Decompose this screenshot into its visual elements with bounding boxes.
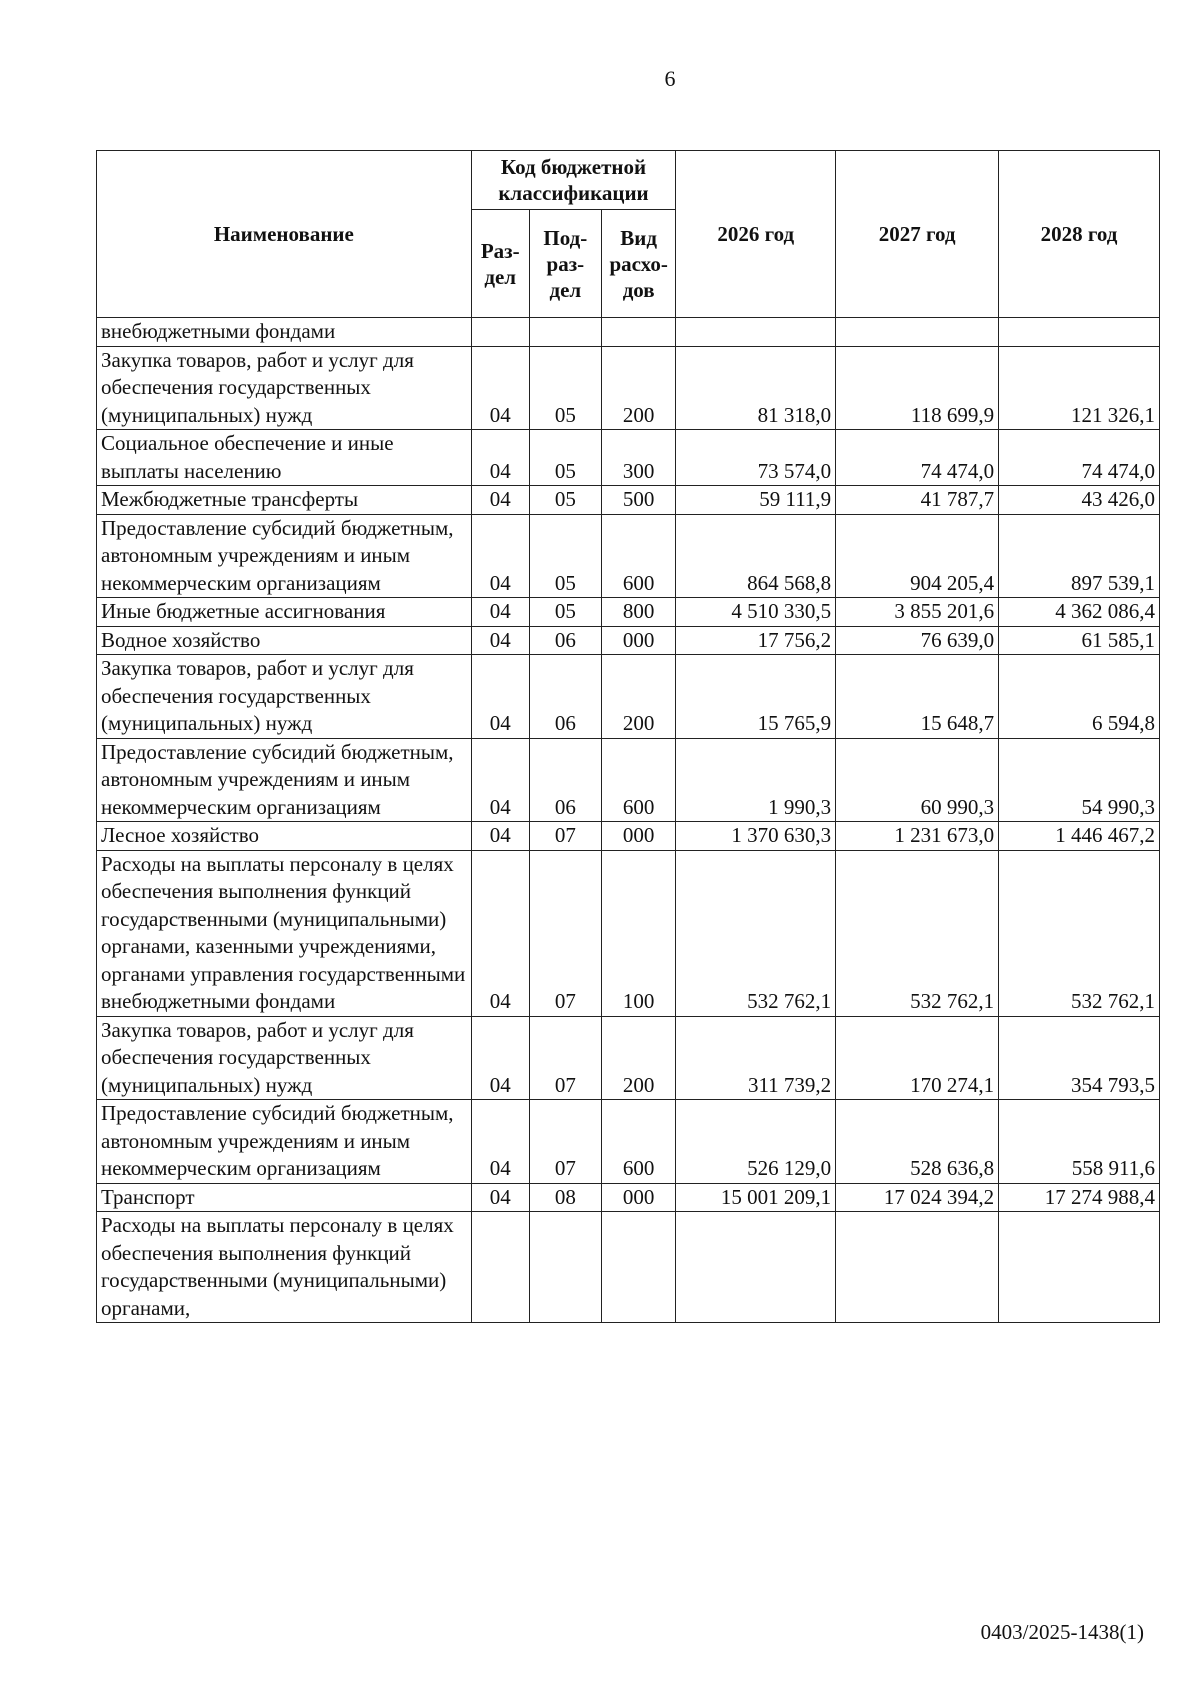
- row-value-2026: 864 568,8: [676, 514, 836, 598]
- row-podrazdel: [529, 318, 601, 347]
- row-razdel: 04: [471, 1183, 529, 1212]
- table-row: [97, 598, 1160, 627]
- row-podrazdel: 07: [529, 822, 601, 851]
- row-razdel: 04: [471, 1100, 529, 1184]
- row-value-2026: [676, 318, 836, 347]
- row-podrazdel: 05: [529, 430, 601, 486]
- row-value-2026: 15 001 209,1: [676, 1183, 836, 1212]
- row-value-2028: [999, 1212, 1160, 1323]
- row-value-2028: 558 911,6: [999, 1100, 1160, 1184]
- table-row: [97, 430, 1160, 486]
- row-value-2028: 897 539,1: [999, 514, 1160, 598]
- row-value-2027: [836, 1212, 999, 1323]
- row-value-2026: 73 574,0: [676, 430, 836, 486]
- row-value-2028: 17 274 988,4: [999, 1183, 1160, 1212]
- row-vid: 800: [602, 598, 676, 627]
- row-value-2026: 4 510 330,5: [676, 598, 836, 627]
- row-value-2027: 904 205,4: [836, 514, 999, 598]
- row-podrazdel: 07: [529, 1016, 601, 1100]
- table-row: [97, 1212, 1160, 1323]
- row-value-2027: 170 274,1: [836, 1016, 999, 1100]
- row-vid: 200: [602, 655, 676, 739]
- row-razdel: [471, 1212, 529, 1323]
- table-row: [97, 626, 1160, 655]
- row-name: Закупка товаров, работ и услуг для обеспечения государственных (муниципальных) нужд: [97, 655, 472, 739]
- row-value-2026: 1 370 630,3: [676, 822, 836, 851]
- row-vid: 200: [602, 1016, 676, 1100]
- row-podrazdel: 06: [529, 626, 601, 655]
- row-vid: [602, 318, 676, 347]
- row-podrazdel: 05: [529, 598, 601, 627]
- row-name: Транспорт: [97, 1183, 472, 1212]
- row-vid: 000: [602, 626, 676, 655]
- table-row: [97, 318, 1160, 347]
- table-row: [97, 514, 1160, 598]
- row-vid: 200: [602, 346, 676, 430]
- row-value-2028: 6 594,8: [999, 655, 1160, 739]
- row-value-2026: 59 111,9: [676, 486, 836, 515]
- row-value-2027: 528 636,8: [836, 1100, 999, 1184]
- row-value-2027: 15 648,7: [836, 655, 999, 739]
- header-year-2026: 2026 год: [676, 151, 836, 318]
- row-value-2026: [676, 1212, 836, 1323]
- row-vid: 600: [602, 1100, 676, 1184]
- row-podrazdel: 07: [529, 1100, 601, 1184]
- row-value-2028: 54 990,3: [999, 738, 1160, 822]
- row-value-2028: 61 585,1: [999, 626, 1160, 655]
- row-name: Иные бюджетные ассигнования: [97, 598, 472, 627]
- row-vid: 000: [602, 822, 676, 851]
- row-value-2026: 1 990,3: [676, 738, 836, 822]
- table-row: [97, 1183, 1160, 1212]
- row-value-2026: 17 756,2: [676, 626, 836, 655]
- row-vid: 100: [602, 850, 676, 1016]
- row-name: Водное хозяйство: [97, 626, 472, 655]
- row-razdel: [471, 318, 529, 347]
- table-row: [97, 486, 1160, 515]
- table-body: [97, 318, 1160, 1323]
- table-row: [97, 346, 1160, 430]
- row-podrazdel: 06: [529, 655, 601, 739]
- header-vid: Вид расхо-дов: [602, 210, 676, 318]
- row-razdel: 04: [471, 514, 529, 598]
- row-value-2027: 41 787,7: [836, 486, 999, 515]
- row-value-2028: 74 474,0: [999, 430, 1160, 486]
- row-vid: 600: [602, 738, 676, 822]
- row-value-2027: [836, 318, 999, 347]
- row-podrazdel: [529, 1212, 601, 1323]
- row-value-2028: 1 446 467,2: [999, 822, 1160, 851]
- row-razdel: 04: [471, 738, 529, 822]
- row-name: Предоставление субсидий бюджетным, автономным учреждениям и иным некоммерческим организациям: [97, 738, 472, 822]
- row-value-2027: 1 231 673,0: [836, 822, 999, 851]
- row-podrazdel: 06: [529, 738, 601, 822]
- row-razdel: 04: [471, 626, 529, 655]
- row-vid: 000: [602, 1183, 676, 1212]
- header-year-2028: 2028 год: [999, 151, 1160, 318]
- table-row: [97, 1100, 1160, 1184]
- header-year-2027: 2027 год: [836, 151, 999, 318]
- row-vid: [602, 1212, 676, 1323]
- row-razdel: 04: [471, 655, 529, 739]
- row-razdel: 04: [471, 822, 529, 851]
- row-value-2028: 4 362 086,4: [999, 598, 1160, 627]
- row-name: внебюджетными фондами: [97, 318, 472, 347]
- row-razdel: 04: [471, 486, 529, 515]
- row-podrazdel: 05: [529, 346, 601, 430]
- row-value-2027: 76 639,0: [836, 626, 999, 655]
- row-name: Закупка товаров, работ и услуг для обеспечения государственных (муниципальных) нужд: [97, 346, 472, 430]
- row-value-2026: 81 318,0: [676, 346, 836, 430]
- document-code: 0403/2025-1438(1): [980, 1620, 1144, 1644]
- row-razdel: 04: [471, 1016, 529, 1100]
- header-code-group: Код бюджетной классификации: [471, 151, 676, 210]
- row-podrazdel: 07: [529, 850, 601, 1016]
- row-value-2027: 60 990,3: [836, 738, 999, 822]
- table-row: [97, 822, 1160, 851]
- row-value-2028: 532 762,1: [999, 850, 1160, 1016]
- row-podrazdel: 05: [529, 514, 601, 598]
- row-vid: 600: [602, 514, 676, 598]
- row-value-2027: 17 024 394,2: [836, 1183, 999, 1212]
- table-header: [97, 151, 1160, 318]
- header-name: Наименование: [97, 151, 472, 318]
- row-podrazdel: 08: [529, 1183, 601, 1212]
- row-name: Расходы на выплаты персоналу в целях обеспечения выполнения функций государственными (муниципальными) органами,: [97, 1212, 472, 1323]
- row-value-2027: 74 474,0: [836, 430, 999, 486]
- row-name: Межбюджетные трансферты: [97, 486, 472, 515]
- row-name: Предоставление субсидий бюджетным, автономным учреждениям и иным некоммерческим организациям: [97, 514, 472, 598]
- header-razdel: Раз-дел: [471, 210, 529, 318]
- row-value-2026: 532 762,1: [676, 850, 836, 1016]
- row-razdel: 04: [471, 346, 529, 430]
- row-razdel: 04: [471, 598, 529, 627]
- row-value-2027: 118 699,9: [836, 346, 999, 430]
- table-row: [97, 850, 1160, 1016]
- row-name: Закупка товаров, работ и услуг для обеспечения государственных (муниципальных) нужд: [97, 1016, 472, 1100]
- row-name: Социальное обеспечение и иные выплаты населению: [97, 430, 472, 486]
- row-value-2027: 532 762,1: [836, 850, 999, 1016]
- table-row: [97, 738, 1160, 822]
- row-value-2028: 354 793,5: [999, 1016, 1160, 1100]
- row-name: Расходы на выплаты персоналу в целях обеспечения выполнения функций государственными (муниципальными) органами, казенными учреждениями, органами управления государственными внебюджетными фондами: [97, 850, 472, 1016]
- row-value-2028: 121 326,1: [999, 346, 1160, 430]
- table-row: [97, 655, 1160, 739]
- row-razdel: 04: [471, 850, 529, 1016]
- budget-table: [96, 150, 1160, 1323]
- row-value-2028: [999, 318, 1160, 347]
- row-podrazdel: 05: [529, 486, 601, 515]
- row-vid: 500: [602, 486, 676, 515]
- row-value-2028: 43 426,0: [999, 486, 1160, 515]
- header-podrazdel: Под-раз-дел: [529, 210, 601, 318]
- page-number: 6: [664, 66, 676, 91]
- row-value-2026: 311 739,2: [676, 1016, 836, 1100]
- row-name: Предоставление субсидий бюджетным, автономным учреждениям и иным некоммерческим организациям: [97, 1100, 472, 1184]
- row-razdel: 04: [471, 430, 529, 486]
- row-value-2026: 15 765,9: [676, 655, 836, 739]
- row-vid: 300: [602, 430, 676, 486]
- row-value-2027: 3 855 201,6: [836, 598, 999, 627]
- table-row: [97, 1016, 1160, 1100]
- row-value-2026: 526 129,0: [676, 1100, 836, 1184]
- row-name: Лесное хозяйство: [97, 822, 472, 851]
